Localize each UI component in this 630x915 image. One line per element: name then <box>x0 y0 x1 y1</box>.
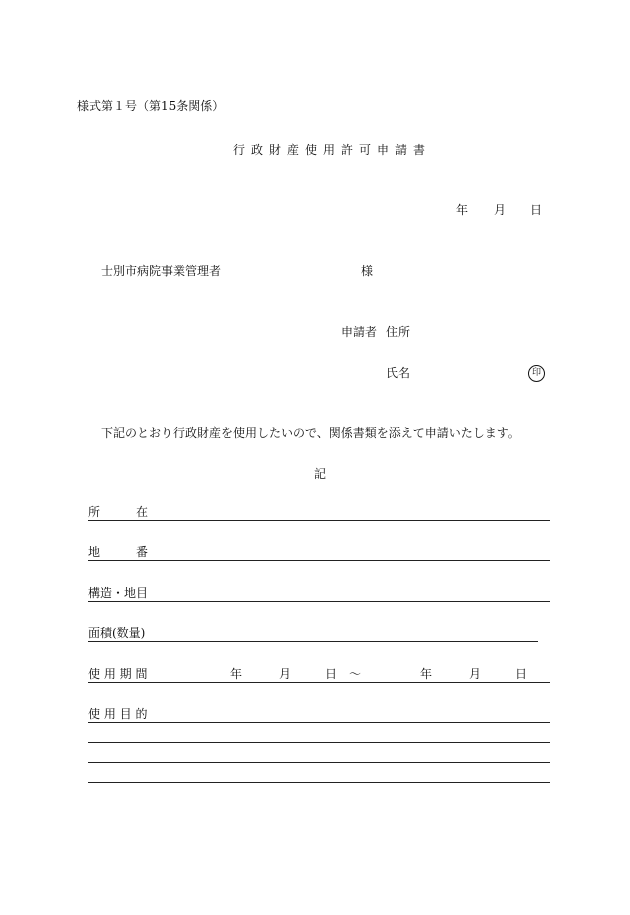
period-line <box>88 682 550 683</box>
area-line <box>88 641 538 642</box>
document-title: 行政財産使用許可申請書 <box>233 143 432 157</box>
seal-mark: 印 <box>528 365 545 382</box>
period-month-2: 月 <box>469 667 482 681</box>
area-row <box>88 626 538 642</box>
form-number: 様式第１号（第15条関係） <box>77 99 225 113</box>
period-day-2: 日 <box>515 667 528 681</box>
addressee-honorific: 様 <box>361 264 374 278</box>
applicant-name-label: 氏名 <box>386 366 411 380</box>
location-line <box>88 520 550 521</box>
location-label: 所 在 <box>88 505 149 519</box>
date-day: 日 <box>530 203 543 217</box>
applicant-address-label: 住所 <box>386 325 411 339</box>
purpose-blank-line-3 <box>88 782 550 783</box>
lot-number-label: 地 番 <box>88 545 149 559</box>
applicant-label: 申請者 <box>341 325 378 339</box>
structure-line <box>88 601 550 602</box>
lot-number-line <box>88 560 550 561</box>
date-month: 月 <box>494 203 507 217</box>
date-year: 年 <box>456 203 469 217</box>
body-text: 下記のとおり行政財産を使用したいので、関係書類を添えて申請いたします。 <box>101 426 520 440</box>
purpose-blank-line-2 <box>88 762 550 763</box>
period-row <box>88 667 550 683</box>
purpose-blank-line-1 <box>88 742 550 743</box>
period-tilde: 〜 <box>349 667 362 681</box>
structure-label: 構造・地目 <box>88 586 149 600</box>
purpose-label: 使 用 目 的 <box>88 707 148 721</box>
location-row <box>88 505 550 521</box>
period-year-2: 年 <box>420 667 433 681</box>
period-day-1: 日 <box>325 667 338 681</box>
period-label: 使 用 期 間 <box>88 667 148 681</box>
lot-number-row <box>88 545 550 561</box>
purpose-row <box>88 707 550 723</box>
period-year-1: 年 <box>230 667 243 681</box>
purpose-line <box>88 722 550 723</box>
structure-row <box>88 586 550 602</box>
ki-heading: 記 <box>314 467 327 481</box>
area-label: 面積(数量) <box>88 626 146 640</box>
period-month-1: 月 <box>279 667 292 681</box>
addressee-name: 士別市病院事業管理者 <box>101 264 222 278</box>
